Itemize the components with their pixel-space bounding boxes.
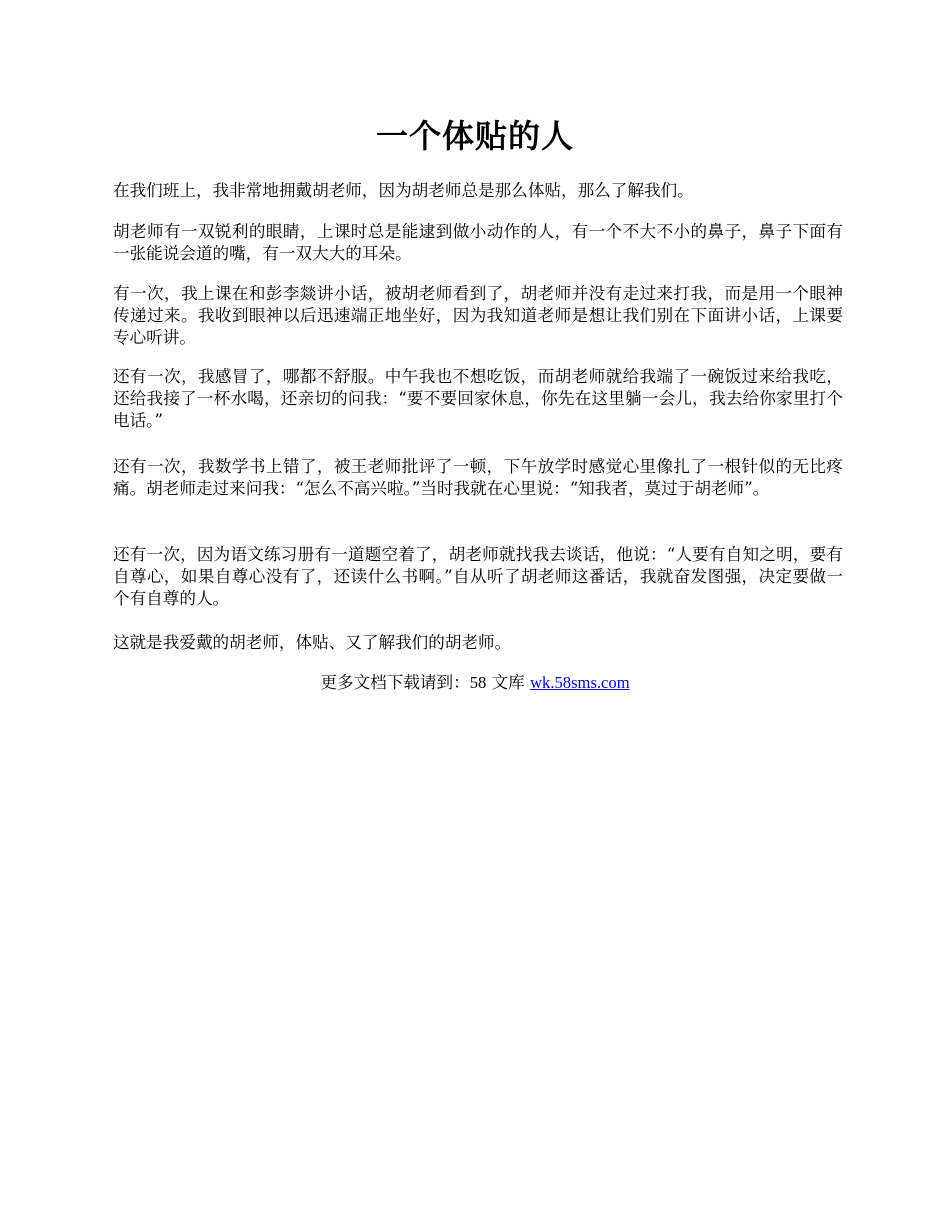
footer-middle: 文库 bbox=[491, 673, 531, 692]
footer-number: 58 bbox=[469, 673, 487, 692]
download-footer bbox=[0, 672, 950, 694]
paragraph-6: 还有一次，因为语文练习册有一道题空着了，胡老师就找我去谈话，他说：“人要有自知之明，要有自尊心，如果自尊心没有了，还读什么书啊。”自从听了胡老师这番话，我就奋发图强，决定要做一个有自尊的人。 bbox=[113, 545, 843, 608]
paragraph-4: 还有一次，我感冒了，哪都不舒服。中午我也不想吃饭，而胡老师就给我端了一碗饭过来给我吃，还给我接了一杯水喝，还亲切的问我：“要不要回家休息，你先在这里躺一会儿，我去给你家里打个电话。” bbox=[113, 367, 843, 430]
document-title: 一个体贴的人 bbox=[375, 117, 574, 155]
footer-prefix: 更多文档下载请到： bbox=[320, 673, 470, 692]
paragraph-3: 有一次，我上课在和彭李燚讲小话，被胡老师看到了，胡老师并没有走过来打我，而是用一个眼神传递过来。我收到眼神以后迅速端正地坐好，因为我知道老师是想让我们别在下面讲小话，上课要专心听讲。 bbox=[113, 284, 843, 347]
paragraph-1: 在我们班上，我非常地拥戴胡老师，因为胡老师总是那么体贴，那么了解我们。 bbox=[113, 181, 694, 200]
paragraph-5: 还有一次，我数学书上错了，被王老师批评了一顿，下午放学时感觉心里像扎了一根针似的无比疼痛。胡老师走过来问我：“怎么不高兴啦。”当时我就在心里说：“知我者，莫过于胡老师”。 bbox=[113, 457, 843, 498]
paragraph-7: 这就是我爱戴的胡老师，体贴、又了解我们的胡老师。 bbox=[113, 633, 512, 652]
paragraph-2: 胡老师有一双锐利的眼睛，上课时总是能逮到做小动作的人，有一个不大不小的鼻子，鼻子下面有一张能说会道的嘴，有一双大大的耳朵。 bbox=[113, 222, 843, 263]
download-site-link[interactable]: wk.58sms.com bbox=[530, 673, 630, 692]
